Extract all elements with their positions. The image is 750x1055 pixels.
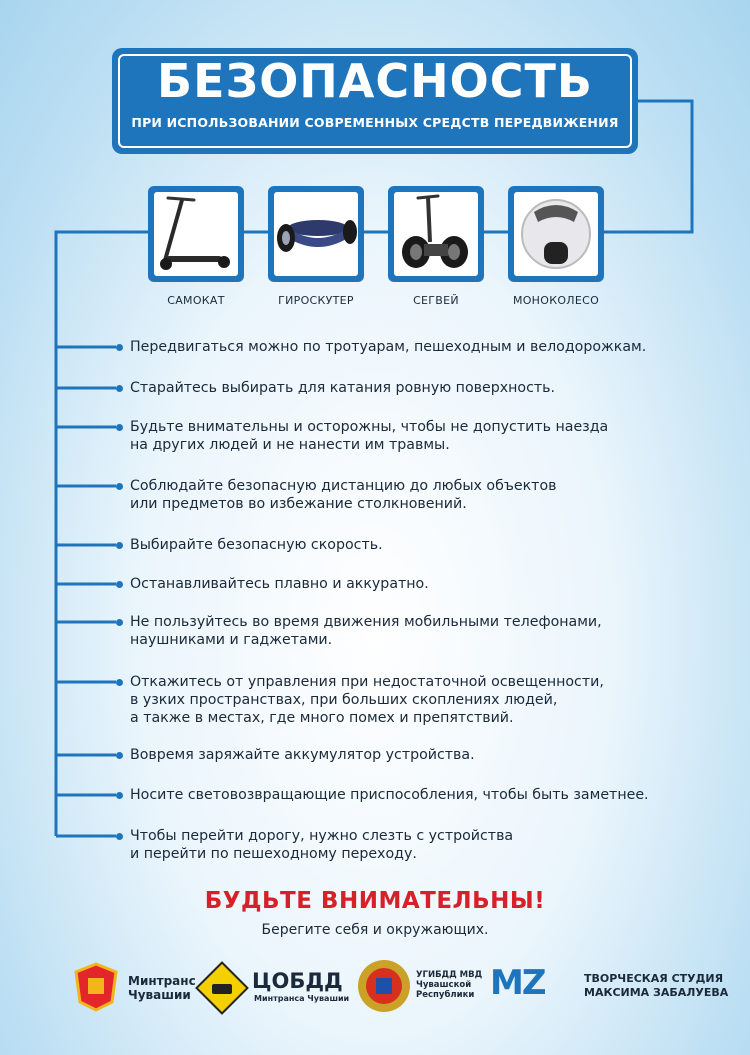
logo-ugibdd-line: Чувашской xyxy=(416,980,472,990)
rule-item xyxy=(130,613,602,649)
bullet-dot xyxy=(116,833,123,840)
vehicle-label-segway: СЕГВЕЙ xyxy=(413,294,459,307)
rule-line: Носите световозвращающие приспособления, чтобы быть заметнее. xyxy=(130,787,649,803)
rule-line: Вовремя заряжайте аккумулятор устройства. xyxy=(130,747,475,763)
cobdd-road-sign-icon xyxy=(194,960,250,1016)
warning-heading: БУДЬТЕ ВНИМАТЕЛЬНЫ! xyxy=(204,888,546,914)
vehicle-label-scooter: САМОКАТ xyxy=(167,294,225,307)
rule-item xyxy=(130,575,429,593)
logo-ugibdd xyxy=(416,970,482,1000)
logo-ugibdd-line: УГИБДД МВД xyxy=(416,970,483,980)
bullet-dot xyxy=(116,619,123,626)
rule-line: и перейти по пешеходному переходу. xyxy=(130,846,417,862)
rule-item xyxy=(130,379,555,397)
rule-line: Будьте внимательны и осторожны, чтобы не допустить наезда xyxy=(130,419,609,435)
page-subtitle: ПРИ ИСПОЛЬЗОВАНИИ СОВРЕМЕННЫХ СРЕДСТВ ПЕРЕДВИЖЕНИЯ xyxy=(131,115,619,130)
vehicle-card-monowheel xyxy=(508,186,604,282)
rule-line: Соблюдайте безопасную дистанцию до любых объектов xyxy=(130,478,557,494)
scooter-icon xyxy=(154,192,238,276)
rule-item xyxy=(130,673,604,727)
vehicle-card-segway xyxy=(388,186,484,282)
rule-line: Старайтесь выбирать для катания ровную поверхность. xyxy=(130,380,556,396)
bullet-dot xyxy=(116,542,123,549)
segway-icon xyxy=(394,192,478,276)
logo-cobdd-title: ЦОБДД xyxy=(252,969,343,993)
bullet-dot xyxy=(116,344,123,351)
rule-line: а также в местах, где много помех и препятствий. xyxy=(130,710,514,726)
care-text: Берегите себя и окружающих. xyxy=(261,922,489,938)
bullet-dot xyxy=(116,424,123,431)
rule-line: Не пользуйтесь во время движения мобильными телефонами, xyxy=(130,614,602,630)
logo-mintrans-line: Чувашии xyxy=(128,988,191,1002)
vehicle-card-hoverboard xyxy=(268,186,364,282)
bullet-dot xyxy=(116,483,123,490)
title-banner xyxy=(112,48,638,154)
monowheel-icon xyxy=(514,192,598,276)
rule-line: наушниками и гаджетами. xyxy=(130,632,333,648)
rule-line: Выбирайте безопасную скорость. xyxy=(130,537,383,553)
vehicle-label-hoverboard: ГИРОСКУТЕР xyxy=(278,294,354,307)
hoverboard-icon xyxy=(274,192,358,276)
logo-studio-line: ТВОРЧЕСКАЯ СТУДИЯ xyxy=(584,972,724,985)
bullet-dot xyxy=(116,385,123,392)
logo-mintrans-line: Минтранс xyxy=(128,974,196,988)
rule-line: Останавливайтесь плавно и аккуратно. xyxy=(130,576,429,592)
logo-studio-line: МАКСИМА ЗАБАЛУЕВА xyxy=(584,986,729,999)
rule-item xyxy=(130,338,646,356)
bullet-dot xyxy=(116,752,123,759)
bullet-dot xyxy=(116,792,123,799)
rule-item xyxy=(130,536,383,554)
rule-line: в узких пространствах, при больших скоплениях людей, xyxy=(130,692,558,708)
rule-item xyxy=(130,418,608,454)
rule-line: на других людей и не нанести им травмы. xyxy=(130,437,450,453)
rule-item xyxy=(130,786,649,804)
bullet-dot xyxy=(116,679,123,686)
rule-item xyxy=(130,827,513,863)
logo-cobdd-subtitle: Минтранса Чувашии xyxy=(254,994,350,1003)
rule-item xyxy=(130,746,475,764)
ugibdd-emblem-icon xyxy=(356,958,412,1014)
vehicle-card-scooter xyxy=(148,186,244,282)
rule-item xyxy=(130,477,557,513)
rule-line: Откажитесь от управления при недостаточной освещенности, xyxy=(130,674,604,690)
rule-line: Чтобы перейти дорогу, нужно слезть с устройства xyxy=(130,828,514,844)
rule-line: Передвигаться можно по тротуарам, пешеходным и велодорожкам. xyxy=(130,339,647,355)
page-title: БЕЗОПАСНОСТЬ xyxy=(157,54,593,108)
vehicle-label-monowheel: МОНОКОЛЕСО xyxy=(512,294,600,307)
mintrans-emblem-icon xyxy=(66,962,126,1012)
bullet-dot xyxy=(116,581,123,588)
logo-studio xyxy=(584,972,728,1000)
studio-mark-icon: MZ xyxy=(490,963,545,1003)
logo-ugibdd-line: Республики xyxy=(416,990,475,1000)
logo-mintrans xyxy=(128,974,196,1002)
rule-line: или предметов во избежание столкновений. xyxy=(130,496,467,512)
